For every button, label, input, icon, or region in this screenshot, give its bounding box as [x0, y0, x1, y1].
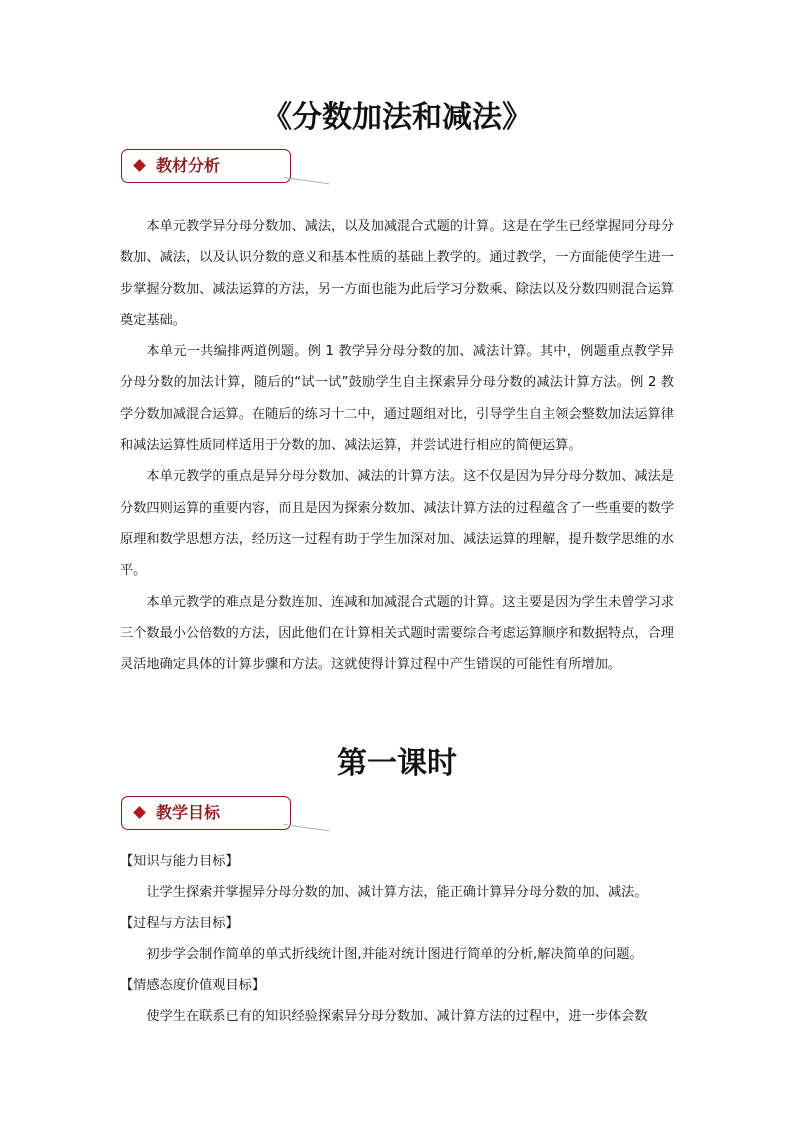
section-underline [284, 177, 330, 184]
objective-text: 初步学会制作简单的单式折线统计图,并能对统计图进行简单的分析,解决简单的问题。 [146, 947, 643, 962]
section-label: 教学目标 [156, 803, 221, 822]
objective-heading: 【知识与能力目标】 [120, 854, 239, 869]
objectives-list [120, 846, 676, 1032]
section-header-objectives [121, 796, 291, 830]
diamond-icon [133, 806, 146, 819]
objective-text: 使学生在联系已有的知识经验探索异分母分数加、减计算方法的过程中，进一步体会数 [146, 1009, 648, 1024]
paragraph: 本单元教学的重点是异分母分数加、减法的计算方法。这不仅是因为异分母分数加、减法是分数四则运算的重要内容，而且是因为探索分数加、减法计算方法的过程蕴含了一些重要的数学原理和数学思想方法，经历这一过程有助于学生加深对加、减法运算的理解，提升数学思维的水平。 [120, 469, 674, 579]
document-title: 《分数加法和减法》 [262, 100, 532, 135]
paragraph: 本单元教学异分母分数加、减法，以及加减混合式题的计算。这是在学生已经掌握同分母分数加、减法，以及认识分数的意义和基本性质的基础上教学的。通过教学，一方面能使学生进一步掌握分数加、减法运算的方法，另一方面也能为此后学习分数乘、除法以及分数四则混合运算奠定基础。 [120, 219, 674, 328]
section-underline [284, 824, 330, 831]
paragraph: 本单元一共编排两道例题。例 1 教学异分母分数的加、减法计算。其中，例题重点教学异分母分数的加法计算，随后的“试一试”鼓励学生自主探索异分母分数的减法计算方法。例 2 教学分数加减混合运算。在随后的练习十二中，通过题组对比，引导学生自主领会整数加法运算律和减法运算性质同样适用于分数的加、减法运算，并尝试进行相应的简便运算。 [120, 344, 674, 454]
paragraph: 本单元教学的难点是分数连加、连减和加减混合式题的计算。这主要是因为学生未曾学习求三个数最小公倍数的方法，因此他们在计算相关式题时需要综合考虑运算顺序和数据特点，合理灵活地确定具体的计算步骤和方法。这就使得计算过程中产生错误的可能性有所增加。 [120, 594, 674, 673]
objective-heading: 【情感态度价值观目标】 [120, 978, 266, 993]
objective-heading: 【过程与方法目标】 [120, 916, 239, 931]
objective-text: 让学生探索并掌握异分母分数的加、减计算方法，能正确计算异分母分数的加、减法。 [146, 885, 648, 900]
analysis-body [120, 211, 674, 680]
lesson-title: 第一课时 [337, 746, 457, 781]
diamond-icon [133, 159, 146, 172]
section-label: 教材分析 [156, 156, 221, 175]
section-header-analysis [121, 149, 291, 183]
